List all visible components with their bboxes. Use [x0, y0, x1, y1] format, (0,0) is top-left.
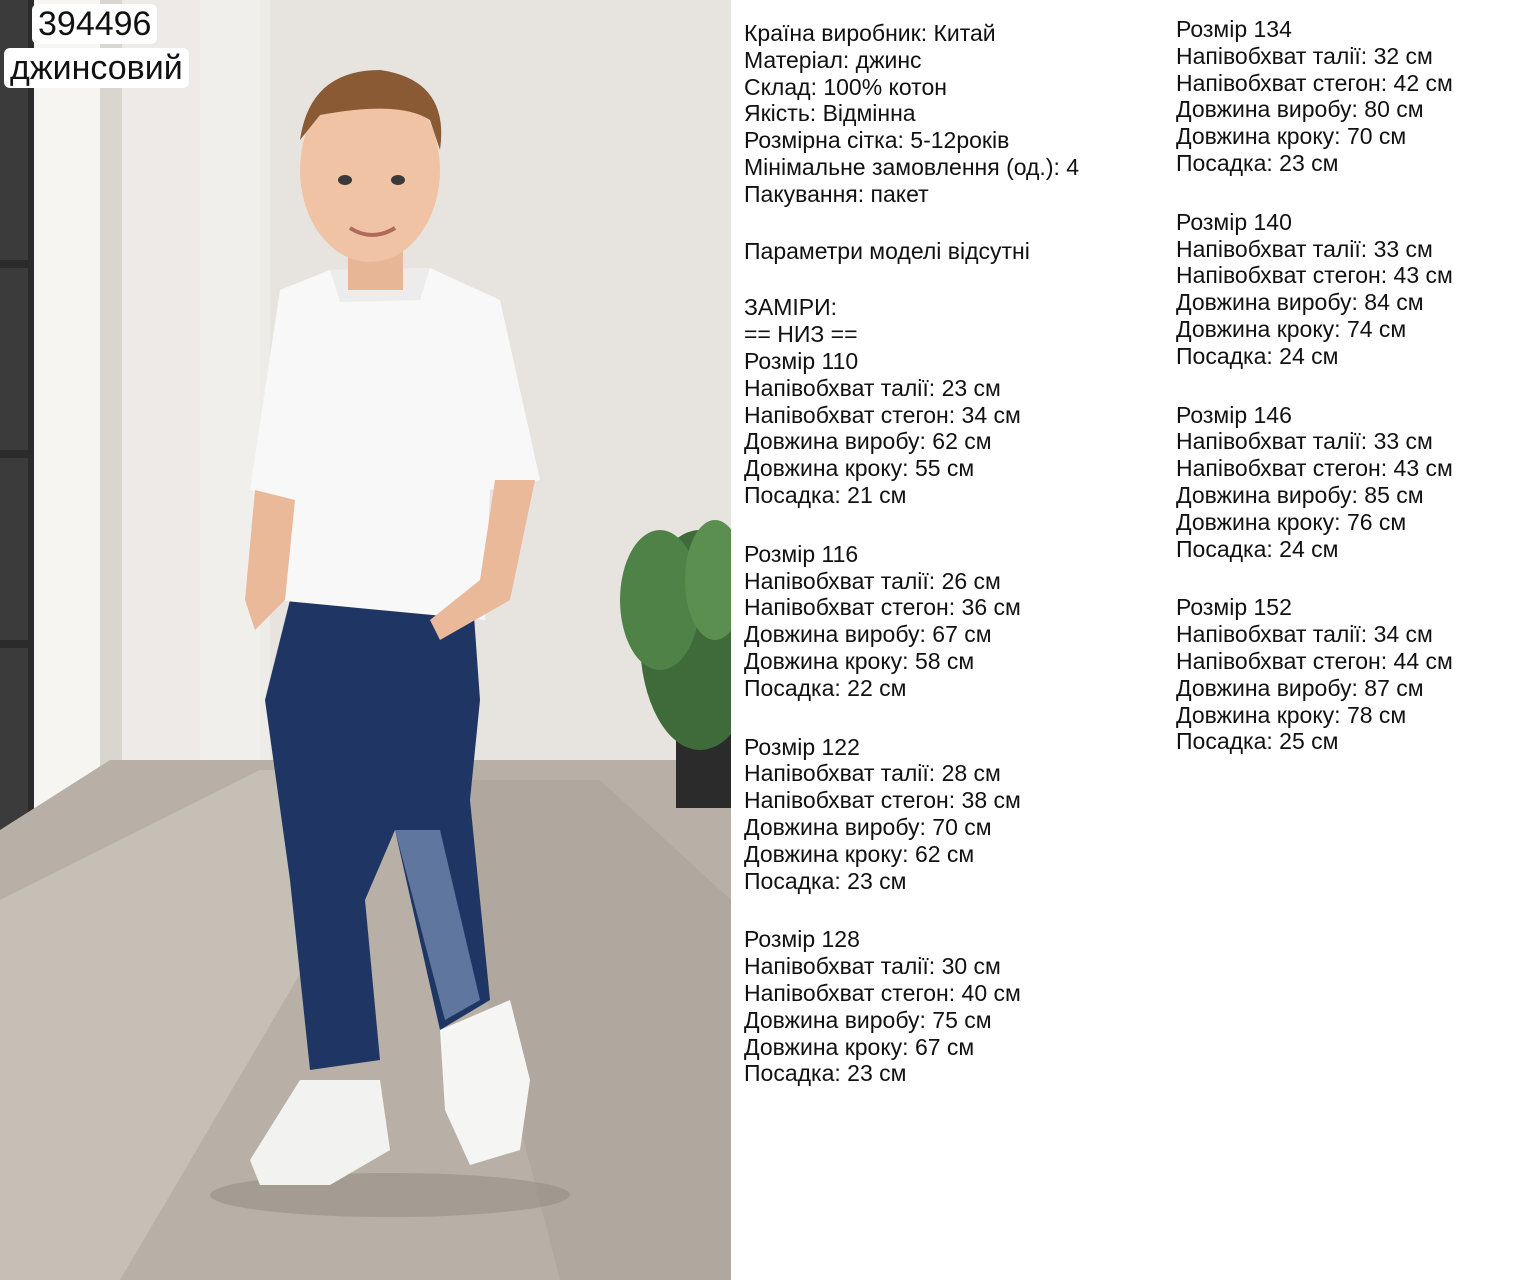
- size-line: Напівобхват стегон: 36 см: [744, 594, 1021, 621]
- size-title: Розмір 116: [744, 540, 859, 567]
- size-line: Напівобхват стегон: 43 см: [1176, 262, 1453, 289]
- size-title: Розмір 122: [744, 733, 860, 760]
- size-block: [744, 734, 1079, 895]
- size-title: Розмір 134: [1176, 16, 1292, 42]
- photo-illustration: [0, 0, 731, 1280]
- size-line: Посадка: 21 см: [744, 481, 907, 508]
- spacer: [744, 702, 1079, 734]
- size-block: [1176, 594, 1453, 755]
- size-block: [744, 926, 1079, 1087]
- spacer: [744, 509, 1079, 541]
- size-line: Довжина виробу: 62 см: [744, 428, 992, 455]
- info-line: Пакування: пакет: [744, 180, 929, 207]
- size-line: Напівобхват талії: 32 см: [1176, 42, 1433, 69]
- size-line: Посадка: 22 см: [744, 674, 907, 701]
- info-line: Мінімальне замовлення (од.): 4: [744, 153, 1080, 180]
- size-line: Посадка: 24 см: [1176, 342, 1339, 369]
- size-line: Довжина кроку: 58 см: [744, 647, 975, 674]
- size-line: Посадка: 25 см: [1176, 728, 1339, 755]
- info-line: Матеріал: джинс: [744, 46, 922, 73]
- info-line: Розмірна сітка: 5-12років: [744, 127, 1010, 154]
- size-line: Довжина кроку: 70 см: [1176, 123, 1407, 150]
- size-line: Довжина кроку: 62 см: [744, 840, 975, 867]
- size-line: Довжина кроку: 78 см: [1176, 701, 1407, 728]
- size-block: [1176, 16, 1453, 177]
- info-line: Склад: 100% котон: [744, 73, 947, 100]
- size-line: Довжина виробу: 87 см: [1176, 674, 1424, 701]
- size-line: Напівобхват талії: 23 см: [744, 374, 1001, 401]
- size-line: Довжина виробу: 75 см: [744, 1006, 992, 1033]
- size-block: [744, 541, 1079, 702]
- product-code-badge: 394496: [32, 4, 157, 44]
- spacer: [744, 208, 1079, 238]
- size-block: [744, 348, 1079, 509]
- size-line: Довжина виробу: 80 см: [1176, 96, 1424, 123]
- size-line: Посадка: 24 см: [1176, 535, 1339, 562]
- size-line: Напівобхват талії: 33 см: [1176, 235, 1433, 262]
- size-line: Посадка: 23 см: [1176, 149, 1339, 176]
- size-line: Напівобхват талії: 30 см: [744, 953, 1001, 980]
- size-line: Напівобхват стегон: 42 см: [1176, 69, 1453, 96]
- measurements-title: ЗАМІРИ:: [744, 294, 838, 321]
- spacer: [1176, 370, 1453, 402]
- size-line: Довжина кроку: 67 см: [744, 1033, 975, 1060]
- size-line: Довжина кроку: 74 см: [1176, 315, 1407, 342]
- material-badge: джинсовий: [4, 48, 189, 88]
- size-title: Розмір 146: [1176, 401, 1292, 428]
- model-note: Параметри моделі відсутні: [744, 237, 1030, 264]
- size-line: Довжина виробу: 70 см: [744, 813, 992, 840]
- size-title: Розмір 140: [1176, 208, 1292, 235]
- size-line: Напівобхват стегон: 38 см: [744, 787, 1021, 814]
- size-line: Довжина виробу: 84 см: [1176, 289, 1424, 316]
- spacer: [744, 894, 1079, 926]
- size-block: [1176, 209, 1453, 370]
- size-title: Розмір 110: [744, 347, 859, 374]
- spacer: [744, 264, 1079, 294]
- info-line: Країна виробник: Китай: [744, 20, 996, 46]
- spacer: [1176, 177, 1453, 209]
- size-line: Довжина кроку: 76 см: [1176, 508, 1407, 535]
- specs-column-right: [1176, 16, 1453, 755]
- size-line: Посадка: 23 см: [744, 867, 907, 894]
- spacer: [1176, 562, 1453, 594]
- size-line: Напівобхват стегон: 44 см: [1176, 647, 1453, 674]
- size-title: Розмір 128: [744, 926, 860, 953]
- size-line: Довжина виробу: 67 см: [744, 621, 992, 648]
- info-line: Якість: Відмінна: [744, 100, 916, 127]
- size-line: Довжина кроку: 55 см: [744, 455, 975, 482]
- size-title: Розмір 152: [1176, 594, 1292, 621]
- size-line: Напівобхват стегон: 43 см: [1176, 455, 1453, 482]
- size-line: Напівобхват талії: 28 см: [744, 760, 1001, 787]
- product-photo: [0, 0, 731, 1280]
- size-block: [1176, 402, 1453, 563]
- specs-column-left: [744, 20, 1079, 1087]
- section-title: == НИЗ ==: [744, 321, 858, 348]
- size-line: Напівобхват стегон: 34 см: [744, 401, 1021, 428]
- size-line: Напівобхват талії: 34 см: [1176, 621, 1433, 648]
- size-line: Напівобхват талії: 33 см: [1176, 428, 1433, 455]
- size-line: Напівобхват стегон: 40 см: [744, 979, 1021, 1006]
- size-line: Довжина виробу: 85 см: [1176, 481, 1424, 508]
- size-line: Посадка: 23 см: [744, 1060, 907, 1087]
- size-line: Напівобхват талії: 26 см: [744, 567, 1001, 594]
